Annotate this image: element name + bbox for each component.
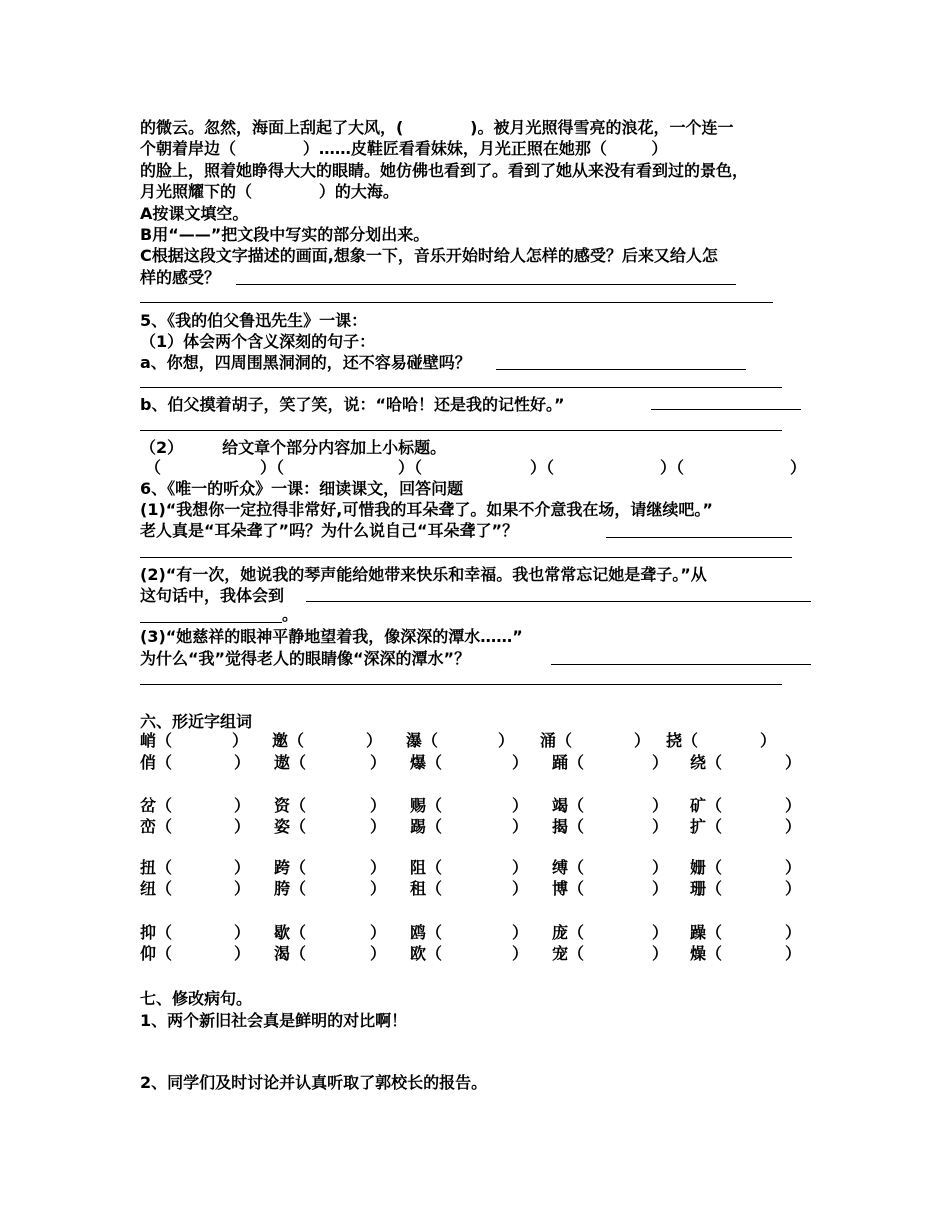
- word-close-bracket: ）: [234, 858, 251, 877]
- word-close-bracket: ）: [234, 753, 251, 772]
- subtitle-bracket: ）（: [660, 458, 685, 477]
- word-char-cell: 庞（: [552, 923, 585, 942]
- word-char-cell: 跨（: [274, 858, 307, 877]
- word-char-cell: 姿（: [274, 817, 307, 836]
- word-close-bracket: ）: [370, 858, 387, 877]
- q6-p2-period: 。: [282, 605, 299, 624]
- word-char-cell: 纽（: [140, 879, 173, 898]
- word-char-cell: 赐（: [410, 796, 443, 815]
- word-close-bracket: ）: [370, 923, 387, 942]
- word-close-bracket: ）: [366, 731, 383, 750]
- q5-sentence-a: a、你想，四周围黑洞洞的，还不容易碰壁吗？: [140, 353, 471, 372]
- word-char-cell: 珊（: [690, 879, 723, 898]
- word-close-bracket: ）: [512, 944, 529, 963]
- word-char-cell: 抑（: [140, 923, 173, 942]
- word-close-bracket: ）: [512, 879, 529, 898]
- word-char-cell: 阻（: [410, 858, 443, 877]
- word-char-cell: 揭（: [552, 817, 585, 836]
- subtitle-bracket: ）（: [260, 458, 285, 477]
- word-close-bracket: ）: [785, 796, 802, 815]
- word-char-cell: 燥（: [690, 944, 723, 963]
- word-char-cell: 姗（: [690, 858, 723, 877]
- word-close-bracket: ）: [498, 731, 515, 750]
- subtitle-bracket: ）（: [530, 458, 555, 477]
- word-char-cell: 竭（: [552, 796, 585, 815]
- q6-title: 6、《唯一的听众》一课：细读课文，回答问题: [140, 479, 464, 498]
- word-close-bracket: ）: [634, 731, 651, 750]
- answer-line[interactable]: [140, 387, 782, 388]
- word-close-bracket: ）: [652, 753, 669, 772]
- word-close-bracket: ）: [785, 817, 802, 836]
- word-close-bracket: ）: [652, 944, 669, 963]
- q6-p3-question: 为什么“我”觉得老人的眼睛像“深深的潭水”？: [140, 649, 471, 668]
- section-7-title: 七、修改病句。: [140, 989, 253, 1008]
- word-close-bracket: ）: [234, 796, 251, 815]
- word-close-bracket: ）: [232, 731, 249, 750]
- word-close-bracket: ）: [512, 923, 529, 942]
- word-char-cell: 爆（: [410, 753, 443, 772]
- passage-line-1: 的微云。忽然，海面上刮起了大风，( )。被月光照得雪亮的浪花，一个连一: [140, 118, 734, 137]
- word-close-bracket: ）: [512, 753, 529, 772]
- word-char-cell: 扭（: [140, 858, 173, 877]
- word-close-bracket: ）: [234, 944, 251, 963]
- word-char-cell: 鸥（: [410, 923, 443, 942]
- word-char-cell: 踢（: [410, 817, 443, 836]
- q6-p2-quote: (2)“有一次，她说我的琴声能给她带来快乐和幸福。我也常常忘记她是聋子。”从: [140, 565, 707, 584]
- q6-p3-quote: (3)“她慈祥的眼神平静地望着我，像深深的潭水……”: [140, 627, 523, 646]
- word-char-cell: 瀑（: [406, 731, 439, 750]
- word-char-cell: 资（: [274, 796, 307, 815]
- word-char-cell: 宠（: [552, 944, 585, 963]
- question-a: A按课文填空。: [140, 204, 249, 223]
- answer-line[interactable]: [140, 430, 782, 431]
- question-c-line-2: 样的感受？: [140, 268, 221, 287]
- answer-line[interactable]: [236, 284, 736, 285]
- word-close-bracket: ）: [652, 879, 669, 898]
- word-char-cell: 遨（: [274, 753, 307, 772]
- q5-sentence-b: b、伯父摸着胡子，笑了笑，说：“哈哈！还是我的记性好。”: [140, 395, 565, 414]
- answer-line[interactable]: [140, 302, 773, 303]
- word-char-cell: 仰（: [140, 944, 173, 963]
- sentence-2: 2、同学们及时讨论并认真听取了郭校长的报告。: [140, 1073, 488, 1092]
- q5-sub-1: （1）体会两个含义深刻的句子：: [140, 332, 376, 351]
- word-close-bracket: ）: [652, 796, 669, 815]
- word-char-cell: 渴（: [274, 944, 307, 963]
- passage-line-2: 个朝着岸边（ ）……皮鞋匠看看妹妹，月光正照在她那（ ）: [140, 139, 668, 158]
- q5-sub-2: （2） 给文章个部分内容加上小标题。: [140, 438, 447, 457]
- q6-p2-prompt: 这句话中，我体会到: [140, 586, 285, 605]
- passage-line-3: 的脸上，照着她睁得大大的眼睛。她仿佛也看到了。看到了她从来没有看到过的景色，: [140, 161, 749, 180]
- word-char-cell: 绕（: [690, 753, 723, 772]
- word-close-bracket: ）: [652, 817, 669, 836]
- question-c-line-1: C根据这段文字描述的画面,想象一下，音乐开始时给人怎样的感受？后来又给人怎: [140, 246, 718, 265]
- word-close-bracket: ）: [785, 753, 802, 772]
- word-close-bracket: ）: [234, 879, 251, 898]
- word-close-bracket: ）: [652, 858, 669, 877]
- q6-p1-quote: (1)“我想你一定拉得非常好,可惜我的耳朵聋了。如果不介意我在场，请继续吧。”: [140, 500, 713, 519]
- q5-title: 5、《我的伯父鲁迅先生》一课：: [140, 311, 368, 330]
- word-close-bracket: ）: [785, 879, 802, 898]
- word-char-cell: 岔（: [140, 796, 173, 815]
- word-close-bracket: ）: [512, 858, 529, 877]
- sentence-1: 1、两个新旧社会真是鲜明的对比啊！: [140, 1011, 408, 1030]
- subtitle-bracket: ）（: [398, 458, 423, 477]
- word-char-cell: 扩（: [690, 817, 723, 836]
- word-close-bracket: ）: [370, 817, 387, 836]
- word-char-cell: 峦（: [140, 817, 173, 836]
- word-close-bracket: ）: [370, 753, 387, 772]
- answer-line[interactable]: [140, 684, 782, 685]
- question-b: B用“——”把文段中写实的部分划出来。: [140, 225, 430, 244]
- word-char-cell: 俏（: [140, 753, 173, 772]
- word-close-bracket: ）: [370, 944, 387, 963]
- word-char-cell: 矿（: [690, 796, 723, 815]
- word-char-cell: 租（: [410, 879, 443, 898]
- answer-line[interactable]: [551, 664, 811, 665]
- word-close-bracket: ）: [234, 923, 251, 942]
- word-char-cell: 博（: [552, 879, 585, 898]
- word-char-cell: 躁（: [690, 923, 723, 942]
- answer-line[interactable]: [306, 601, 811, 602]
- answer-line[interactable]: [140, 557, 792, 558]
- section-6-title: 六、形近字组词: [140, 712, 253, 731]
- word-char-cell: 歇（: [274, 923, 307, 942]
- word-char-cell: 挠（: [666, 731, 699, 750]
- word-char-cell: 邀（: [272, 731, 305, 750]
- word-close-bracket: ）: [785, 923, 802, 942]
- subtitle-bracket: （: [145, 458, 162, 477]
- answer-line[interactable]: [606, 537, 792, 538]
- answer-line[interactable]: [496, 369, 746, 370]
- answer-line[interactable]: [651, 409, 801, 410]
- word-close-bracket: ）: [512, 796, 529, 815]
- word-char-cell: 峭（: [140, 731, 173, 750]
- subtitle-bracket: ）: [790, 458, 807, 477]
- word-close-bracket: ）: [785, 944, 802, 963]
- word-char-cell: 缚（: [552, 858, 585, 877]
- word-close-bracket: ）: [652, 923, 669, 942]
- word-close-bracket: ）: [760, 731, 777, 750]
- q6-p1-question: 老人真是“耳朵聋了”吗？为什么说自己“耳朵聋了”？: [140, 521, 519, 540]
- word-char-cell: 欧（: [410, 944, 443, 963]
- word-close-bracket: ）: [370, 796, 387, 815]
- word-close-bracket: ）: [370, 879, 387, 898]
- word-close-bracket: ）: [512, 817, 529, 836]
- word-close-bracket: ）: [785, 858, 802, 877]
- word-char-cell: 胯（: [274, 879, 307, 898]
- word-char-cell: 涌（: [540, 731, 573, 750]
- word-char-cell: 踊（: [552, 753, 585, 772]
- answer-line[interactable]: [140, 622, 282, 623]
- passage-line-4: 月光照耀下的（ ）的大海。: [140, 182, 399, 201]
- word-close-bracket: ）: [234, 817, 251, 836]
